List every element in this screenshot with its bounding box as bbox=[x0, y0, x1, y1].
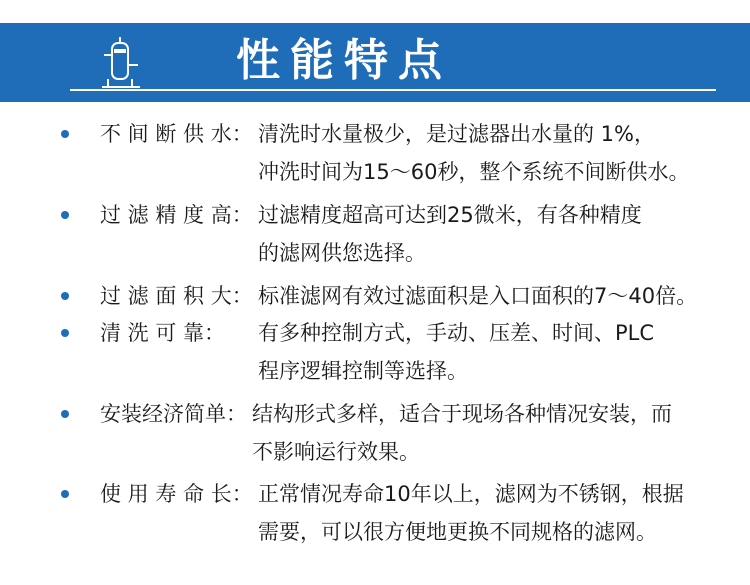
feature-label: 使 用 寿 命 长： bbox=[100, 482, 253, 506]
bullet-icon bbox=[61, 490, 69, 498]
feature-text-line: 不影响运行效果。 bbox=[252, 440, 420, 464]
feature-label: 过 滤 面 积 大： bbox=[100, 284, 253, 308]
bullet-icon bbox=[61, 130, 69, 138]
feature-text-line: 标准滤网有效过滤面积是入口面积的7～40倍。 bbox=[258, 284, 698, 308]
feature-text-line: 正常情况寿命10年以上，滤网为不锈钢，根据 bbox=[258, 482, 684, 506]
filter-machine-icon bbox=[96, 35, 144, 89]
feature-text-line: 冲洗时间为15～60秒，整个系统不间断供水。 bbox=[258, 160, 690, 184]
feature-text-line: 过滤精度超高可达到25微米，有各种精度 bbox=[258, 203, 642, 227]
feature-text-line: 的滤网供您选择。 bbox=[258, 241, 426, 265]
feature-text-line: 有多种控制方式，手动、压差、时间、PLC bbox=[258, 321, 655, 345]
feature-text-line: 清洗时水量极少，是过滤器出水量的 1%， bbox=[258, 122, 655, 146]
feature-label: 过 滤 精 度 高： bbox=[100, 203, 253, 227]
bullet-icon bbox=[61, 329, 69, 337]
feature-text-line: 需要，可以很方便地更换不同规格的滤网。 bbox=[258, 520, 657, 544]
bullet-icon bbox=[61, 410, 69, 418]
bullet-icon bbox=[61, 211, 69, 219]
feature-text-line: 结构形式多样，适合于现场各种情况安装，而 bbox=[252, 402, 672, 426]
feature-label: 不 间 断 供 水： bbox=[100, 122, 253, 146]
header-banner bbox=[0, 23, 750, 102]
feature-text-line: 程序逻辑控制等选择。 bbox=[258, 359, 468, 383]
feature-label: 清 洗 可 靠： bbox=[100, 321, 226, 345]
bullet-icon bbox=[61, 292, 69, 300]
feature-label: 安装经济简单： bbox=[100, 402, 247, 426]
header-divider bbox=[70, 89, 716, 91]
page-title: 性能特点 bbox=[236, 35, 452, 86]
